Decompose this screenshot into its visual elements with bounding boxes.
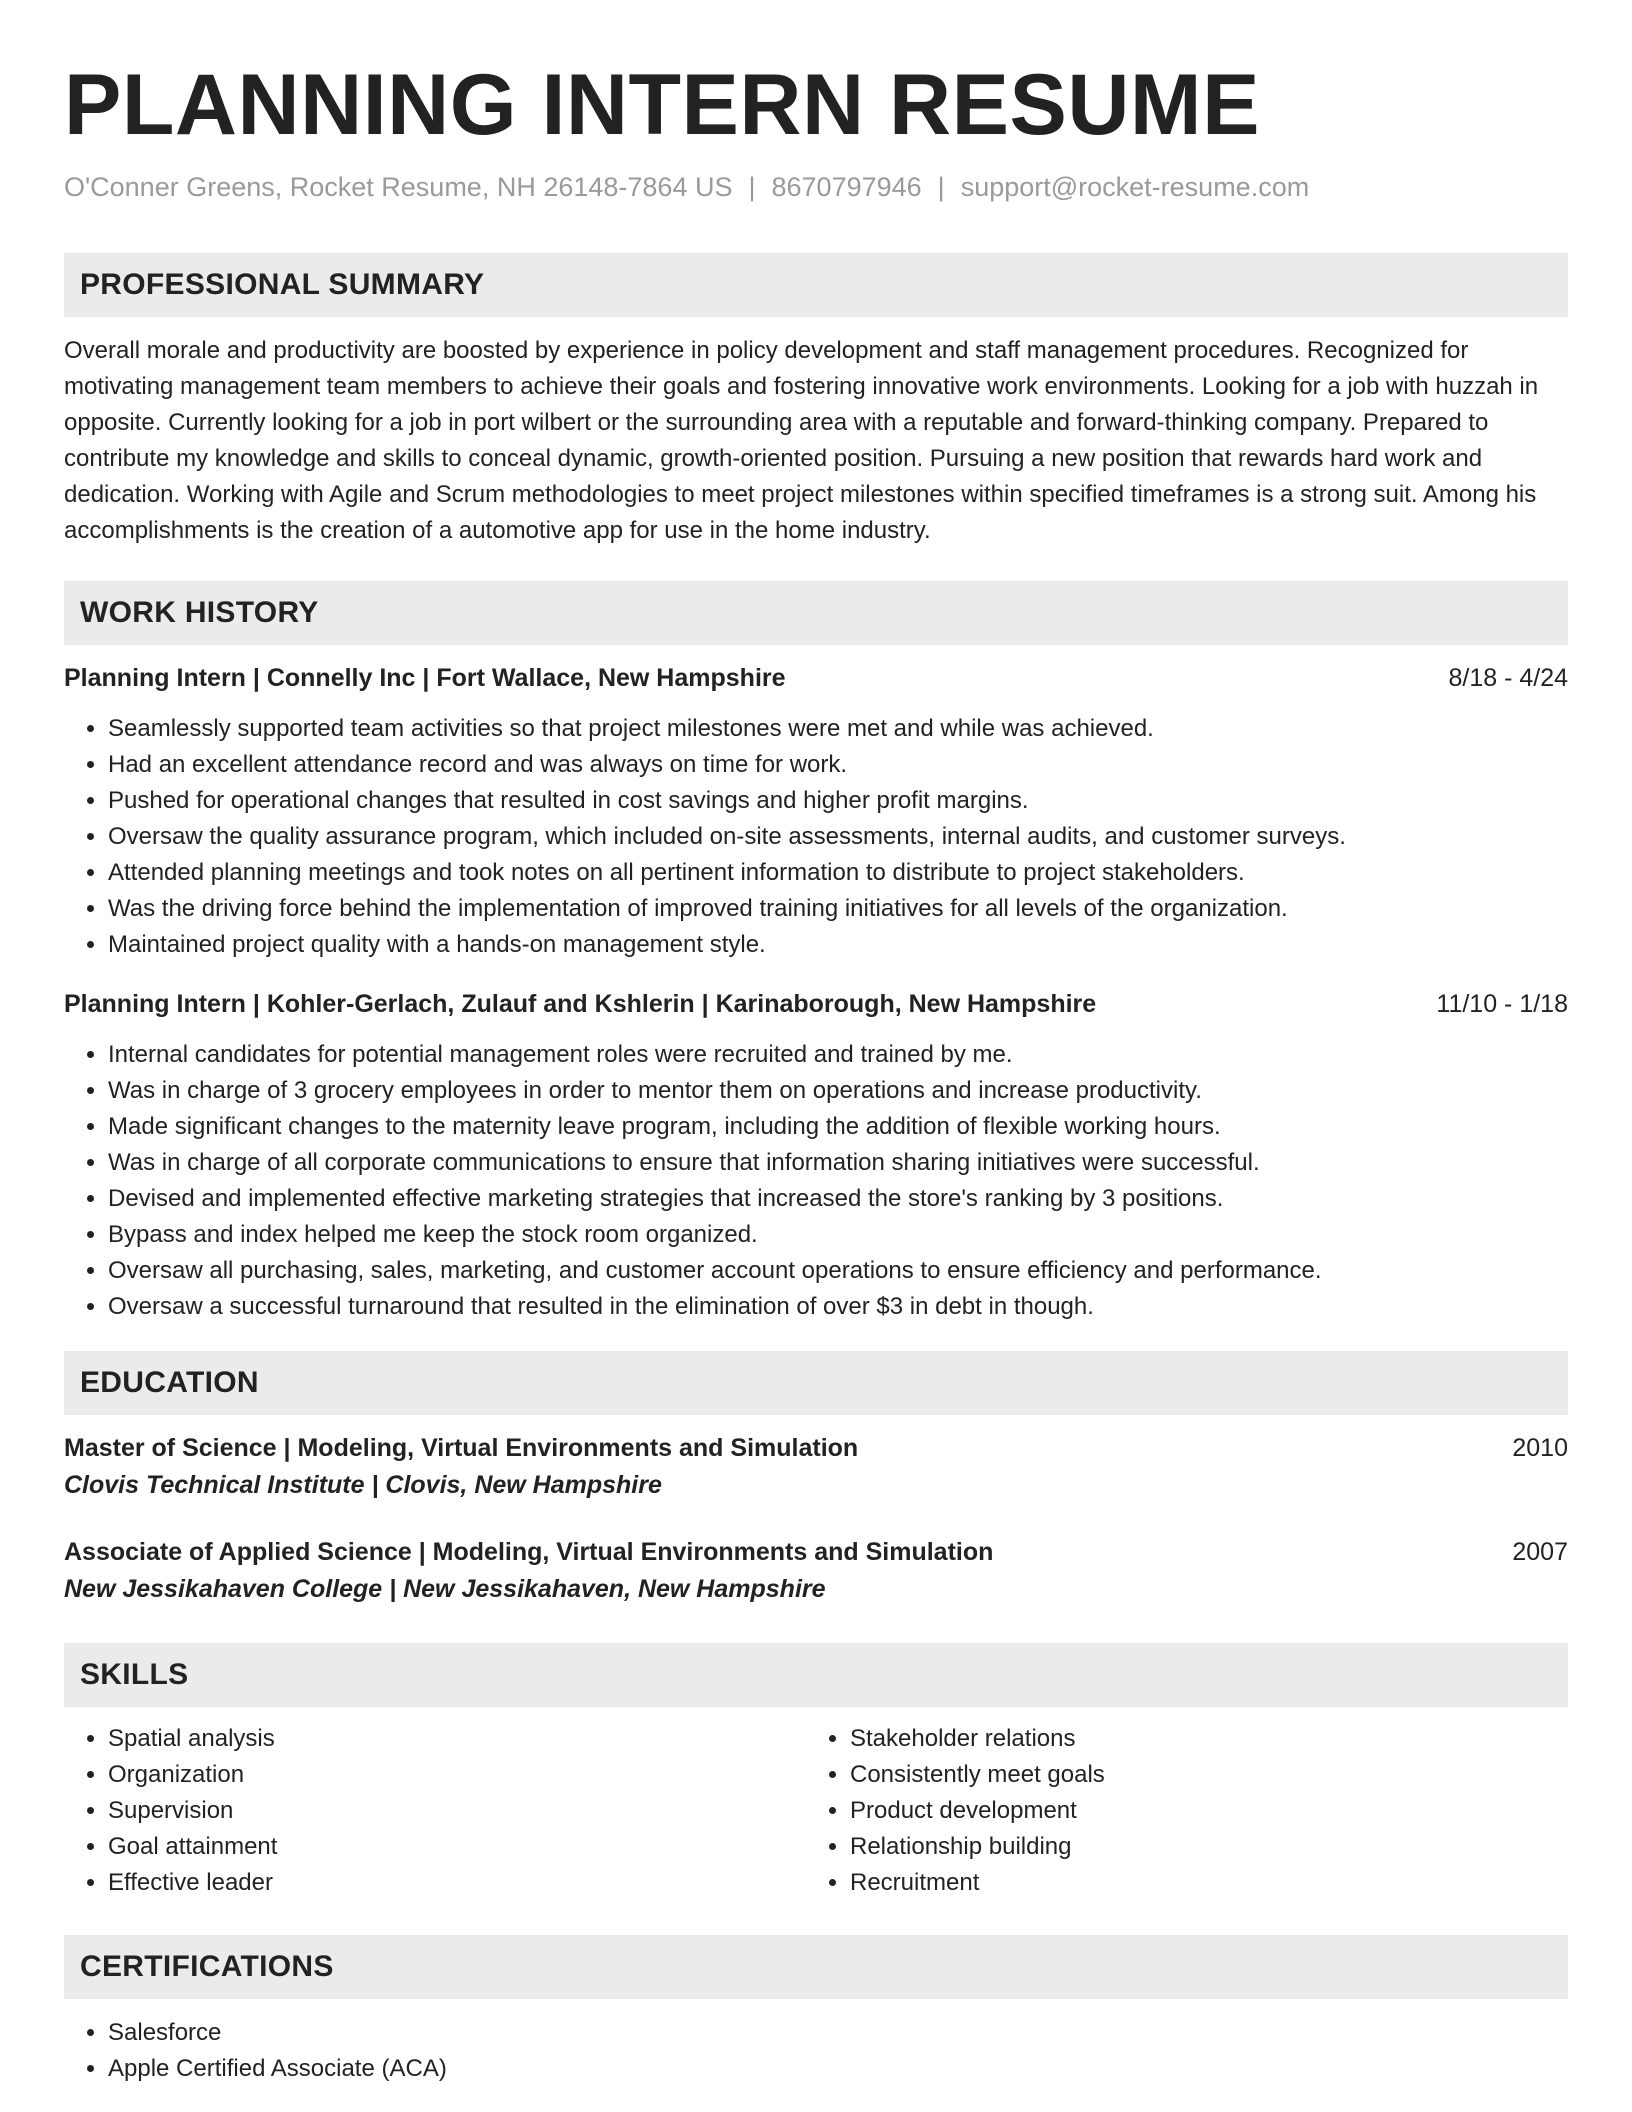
job-dates: 8/18 - 4/24 — [1448, 663, 1568, 692]
education-header — [64, 1535, 1568, 1569]
summary-text: Overall morale and productivity are boosted by experience in policy development and staff management procedures. Recognized for motivating management team members to achieve their goals and fostering innovative work environments. Looking for a job with huzzah in opposite. Currently looking for a job in port wilbert or the surrounding area with a reputable and forward-thinking company. Prepared to contribute my knowledge and skills to conceal dynamic, growth-oriented position. Pursuing a new position that rewards hard work and dedication. Working with Agile and Scrum methodologies to meet project milestones within specified timeframes is a strong suit. Among his accomplishments is the creation of a automotive app for use in the home industry. — [64, 336, 1539, 544]
list-item: • Oversaw a successful turnaround that resulted in the elimination of over $3 in debt in though. — [108, 1289, 1568, 1325]
list-item: • Goal attainment — [108, 1829, 806, 1865]
skills-list-left — [64, 1721, 806, 1901]
list-item: • Was in charge of all corporate communications to ensure that information sharing initiatives were successful. — [108, 1145, 1568, 1181]
list-item: • Made significant changes to the maternity leave program, including the addition of flexible working hours. — [108, 1109, 1568, 1145]
list-item: • Maintained project quality with a hands-on management style. — [108, 927, 1568, 963]
list-item: • Apple Certified Associate (ACA) — [108, 2051, 1568, 2087]
contact-line — [64, 171, 1568, 203]
list-item: • Devised and implemented effective marketing strategies that increased the store's ranking by 3 positions. — [108, 1181, 1568, 1217]
skills-columns — [64, 1721, 1568, 1901]
section-heading-work-history: WORK HISTORY — [64, 581, 1568, 645]
section-heading-summary: PROFESSIONAL SUMMARY — [64, 253, 1568, 317]
list-item: • Had an excellent attendance record and was always on time for work. — [108, 747, 1568, 783]
education-school: Clovis Technical Institute | Clovis, New Hampshire — [64, 1470, 662, 1499]
list-item: • Relationship building — [850, 1829, 1548, 1865]
list-item: • Was the driving force behind the implementation of improved training initiatives for all levels of the organization. — [108, 891, 1568, 927]
job-bullet-list — [64, 711, 1568, 963]
contact-phone: 8670797946 — [771, 171, 922, 202]
list-item: • Spatial analysis — [108, 1721, 806, 1757]
list-item: • Was in charge of 3 grocery employees in order to mentor them on operations and increase productivity. — [108, 1073, 1568, 1109]
contact-separator: | — [748, 171, 756, 202]
education-year: 2007 — [1512, 1537, 1568, 1566]
list-item: • Stakeholder relations — [850, 1721, 1548, 1757]
list-item: • Product development — [850, 1793, 1548, 1829]
list-item: • Effective leader — [108, 1865, 806, 1901]
list-item: • Oversaw the quality assurance program, which included on-site assessments, internal audits, and customer surveys. — [108, 819, 1568, 855]
job-header — [64, 661, 1568, 695]
list-item: • Consistently meet goals — [850, 1757, 1548, 1793]
certifications-list — [64, 2015, 1568, 2087]
contact-separator: | — [937, 171, 945, 202]
list-item: • Organization — [108, 1757, 806, 1793]
page-title: PLANNING INTERN RESUME — [64, 57, 1260, 153]
education-degree: Master of Science | Modeling, Virtual Environments and Simulation — [64, 1433, 859, 1462]
section-heading-education: EDUCATION — [64, 1351, 1568, 1415]
education-year: 2010 — [1512, 1433, 1568, 1462]
list-item: • Bypass and index helped me keep the stock room organized. — [108, 1217, 1568, 1253]
list-item: • Supervision — [108, 1793, 806, 1829]
list-item: • Recruitment — [850, 1865, 1548, 1901]
list-item: • Seamlessly supported team activities so that project milestones were met and while was achieved. — [108, 711, 1568, 747]
list-item: • Pushed for operational changes that resulted in cost savings and higher profit margins. — [108, 783, 1568, 819]
skills-list-right — [806, 1721, 1548, 1901]
job-title: Planning Intern | Kohler-Gerlach, Zulauf and Kshlerin | Karinaborough, New Hampshire — [64, 989, 1097, 1018]
section-heading-certifications: CERTIFICATIONS — [64, 1935, 1568, 1999]
job-header — [64, 987, 1568, 1021]
list-item: • Attended planning meetings and took notes on all pertinent information to distribute to project stakeholders. — [108, 855, 1568, 891]
education-header — [64, 1431, 1568, 1465]
job-bullet-list — [64, 1037, 1568, 1325]
education-school: New Jessikahaven College | New Jessikahaven, New Hampshire — [64, 1574, 826, 1603]
job-dates: 11/10 - 1/18 — [1436, 989, 1568, 1018]
education-degree: Associate of Applied Science | Modeling, Virtual Environments and Simulation — [64, 1537, 994, 1566]
job-title: Planning Intern | Connelly Inc | Fort Wallace, New Hampshire — [64, 663, 786, 692]
list-item: • Internal candidates for potential management roles were recruited and trained by me. — [108, 1037, 1568, 1073]
contact-address: O'Conner Greens, Rocket Resume, NH 26148-7864 US — [64, 171, 733, 202]
list-item: • Salesforce — [108, 2015, 1568, 2051]
contact-email: support@rocket-resume.com — [960, 171, 1310, 202]
section-heading-skills: SKILLS — [64, 1643, 1568, 1707]
list-item: • Oversaw all purchasing, sales, marketing, and customer account operations to ensure efficiency and performance. — [108, 1253, 1568, 1289]
